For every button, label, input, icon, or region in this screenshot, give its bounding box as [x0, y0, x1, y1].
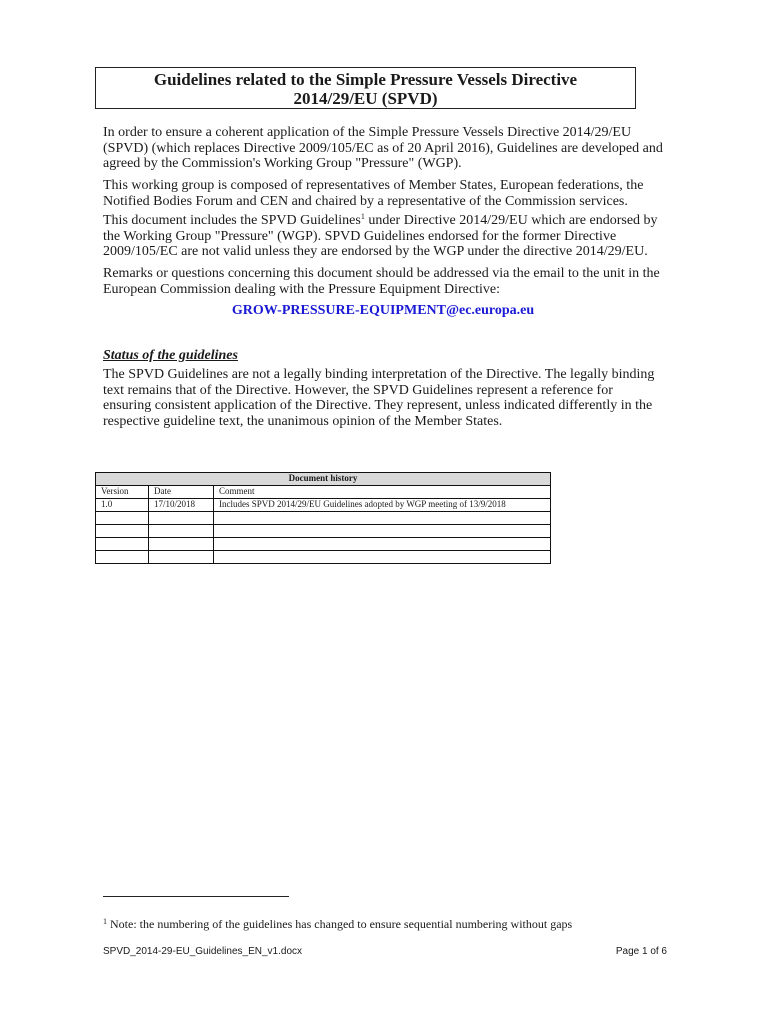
footnote-reference[interactable]: 1: [360, 212, 365, 221]
document-title-line1: Guidelines related to the Simple Pressure Vessels Directive: [153, 70, 578, 89]
footnote-separator: [103, 896, 289, 897]
intro-paragraph-1: In order to ensure a coherent application of the Simple Pressure Vessels Directive 2014/29/EU (SPVD) (which replaces Directive 2009/105/EC as of 20 April 2016), Guidelines are developed and agreed by the Commission's Working Group "Pressure" (WGP).: [103, 125, 663, 171]
contact-email-link[interactable]: GROW-PRESSURE-EQUIPMENT@ec.europa.eu: [231, 303, 535, 318]
table-row: [96, 512, 551, 525]
intro-paragraph-2: This working group is composed of representatives of Member States, European federations, the Notified Bodies Forum and CEN and chaired by a representative of the Commission services.: [103, 178, 644, 209]
table-row: [96, 538, 551, 551]
header-comment: Comment: [214, 486, 551, 499]
table-cell-date: [149, 525, 214, 538]
table-cell-version: [96, 538, 149, 551]
table-cell-comment: Includes SPVD 2014/29/EU Guidelines adopted by WGP meeting of 13/9/2018: [214, 499, 551, 512]
table-header-row: [96, 486, 551, 499]
table-cell-comment: [214, 551, 551, 564]
footnote-mark: 1: [103, 917, 107, 926]
table-cell-version: [96, 512, 149, 525]
document-history-caption: Document history: [96, 473, 551, 486]
footer-page-number: Page 1 of 6: [615, 946, 667, 957]
table-cell-comment: [214, 512, 551, 525]
intro-paragraph-4: Remarks or questions concerning this document should be addressed via the email to the unit in the European Commission dealing with the Pressure Equipment Directive:: [103, 266, 660, 297]
document-title-line2: 2014/29/EU (SPVD): [293, 89, 438, 108]
table-cell-comment: [214, 525, 551, 538]
table-cell-date: [149, 512, 214, 525]
table-cell-comment: [214, 538, 551, 551]
table-cell-date: [149, 538, 214, 551]
table-cell-date: 17/10/2018: [149, 499, 214, 512]
table-cell-version: [96, 551, 149, 564]
table-cell-date: [149, 551, 214, 564]
table-row: [96, 551, 551, 564]
header-date: Date: [149, 486, 214, 499]
table-cell-version: [96, 525, 149, 538]
intro-paragraph-3-rest: under Directive 2014/29/EU which are endorsed by the Working Group "Pressure" (WGP). SPVD Guidelines endorsed for the former Directive 2009/105/EC are not valid unless they are endorsed by the WGP under the directive 2014/29/EU.: [103, 213, 658, 259]
table-row: [96, 499, 551, 512]
footer-filename: SPVD_2014-29-EU_Guidelines_EN_v1.docx: [103, 946, 303, 957]
footnote-text: Note: the numbering of the guidelines has changed to ensure sequential numbering without gaps: [107, 917, 573, 931]
header-version: Version: [96, 486, 149, 499]
document-title-box: [95, 67, 636, 109]
footnote: [103, 917, 572, 932]
status-heading: Status of the guidelines: [103, 348, 238, 363]
table-row: [96, 525, 551, 538]
document-history-table: [95, 472, 551, 564]
status-paragraph: The SPVD Guidelines are not a legally binding interpretation of the Directive. The legally binding text remains that of the Directive. However, the SPVD Guidelines represent a reference for ensuring consistent application of the Directive. They represent, unless indicated differently in the respective guideline text, the unanimous opinion of the Member States.: [103, 367, 655, 429]
table-cell-version: 1.0: [96, 499, 149, 512]
intro-paragraph-3: [103, 213, 663, 260]
intro-paragraph-3-start: This document includes the SPVD Guidelines: [103, 213, 361, 228]
